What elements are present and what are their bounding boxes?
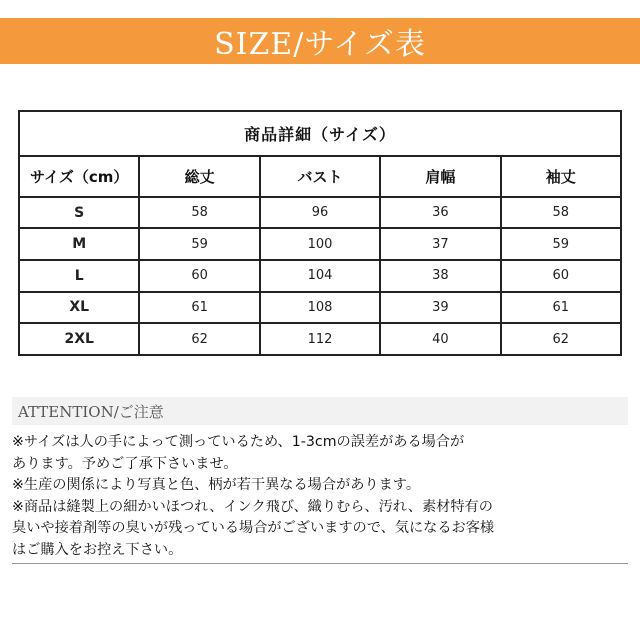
table-row [19,228,621,260]
header-length: 総丈 [139,156,259,197]
size-label: S [19,197,139,229]
sleeve-cell: 62 [501,323,621,355]
header-size: サイズ（cm） [19,156,139,197]
length-cell: 60 [139,260,259,292]
table-caption: 商品詳細（サイズ） [19,111,621,156]
note-line: ※サイズは人の手によって測っているため、1-3cmの誤差がある場合が [12,434,465,450]
shoulder-cell: 37 [380,228,500,260]
sleeve-cell: 59 [501,228,621,260]
attention-title: ATTENTION/ご注意 [18,402,164,421]
attention-notes [12,432,632,562]
size-label: XL [19,292,139,324]
length-cell: 62 [139,323,259,355]
table-header-row [19,156,621,197]
bust-cell: 104 [260,260,380,292]
sleeve-cell: 61 [501,292,621,324]
bust-cell: 112 [260,323,380,355]
note-line: ※生産の関係により写真と色、柄が若干異なる場合があります。 [12,477,421,494]
header-shoulder: 肩幅 [380,156,500,197]
header-sleeve: 袖丈 [501,156,621,197]
bust-cell: 108 [260,292,380,324]
attention-header [12,397,628,425]
size-label: L [19,260,139,292]
header-bust: バスト [260,156,380,197]
sleeve-cell: 58 [501,197,621,229]
bust-cell: 96 [260,197,380,229]
shoulder-cell: 40 [380,323,500,355]
size-label: 2XL [19,323,139,355]
shoulder-cell: 38 [380,260,500,292]
length-cell: 58 [139,197,259,229]
size-label: M [19,228,139,260]
note-line: 臭いや接着剤等の臭いが残っている場合がございますので、気になるお客様 [12,520,495,537]
note-line: はご購入をお控え下さい。 [12,541,183,558]
shoulder-cell: 39 [380,292,500,324]
shoulder-cell: 36 [380,197,500,229]
table-row [19,197,621,229]
table-row [19,323,621,355]
sleeve-cell: 60 [501,260,621,292]
bottom-divider [12,563,628,564]
banner-title: SIZE/サイズ表 [214,27,426,62]
bust-cell: 100 [260,228,380,260]
size-table [18,110,622,356]
note-line: あります。予めご了承下さいませ。 [12,455,238,472]
table-row [19,260,621,292]
title-banner [0,18,640,64]
table-row [19,292,621,324]
length-cell: 59 [139,228,259,260]
note-line: ※商品は縫製上の細かいほつれ、インク飛び、織りむら、汚れ、素材特有の [12,498,493,515]
length-cell: 61 [139,292,259,324]
